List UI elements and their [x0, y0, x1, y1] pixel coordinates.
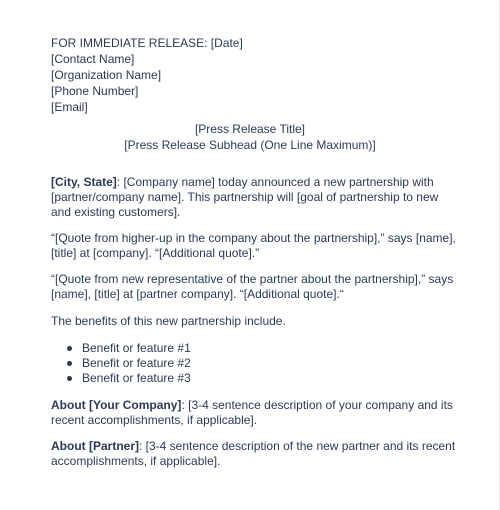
release-date-line: FOR IMMEDIATE RELEASE: [Date]: [51, 36, 243, 50]
press-release-title: [Press Release Title]: [194, 122, 306, 136]
contact-header: [51, 35, 243, 115]
about-company-text: : [3-4 sentence description of your company and its recent accomplishments, if applicable].: [51, 398, 453, 427]
bullet-icon: [67, 361, 72, 366]
list-item: [82, 341, 191, 356]
organization-name: [Organization Name]: [51, 68, 162, 82]
bullet-icon: [67, 346, 72, 351]
phone-number: [Phone Number]: [51, 84, 139, 98]
list-item: [82, 371, 191, 386]
quote-paragraph-2: “[Quote from new representative of the partner about the partnership],” says [name], [title] at [partner company]. “[Additional quote].“: [51, 272, 454, 301]
benefits-intro: The benefits of this new partnership include.: [51, 314, 286, 328]
benefits-list: [51, 341, 191, 386]
benefit-text: Benefit or feature #3: [82, 371, 191, 385]
about-partner-text: : [3-4 sentence description of the new partner and its recent accomplishments, if applicable].: [51, 439, 456, 468]
about-company-paragraph: [51, 398, 461, 428]
list-item: [82, 356, 191, 371]
contact-name: [Contact Name]: [51, 52, 135, 66]
benefit-text: Benefit or feature #2: [82, 356, 191, 370]
bullet-icon: [67, 376, 72, 381]
title-block: [0, 121, 500, 153]
lead-text: : [Company name] today announced a new partnership with [partner/company name]. This partnership will [goal of partnership to new and existing customers].: [51, 175, 439, 219]
email: [Email]: [51, 100, 88, 114]
press-release-subhead: [Press Release Subhead (One Line Maximum)]: [124, 138, 376, 152]
quote-paragraph-1: “[Quote from higher-up in the company about the partnership],” says [name], [title] at [company]. “[Additional quote].”: [51, 231, 456, 260]
lead-paragraph: [51, 175, 461, 220]
benefit-text: Benefit or feature #1: [82, 341, 191, 355]
about-partner-label: About [Partner]: [51, 439, 139, 453]
lead-label: [City, State]: [51, 175, 117, 189]
about-company-label: About [Your Company]: [51, 398, 182, 412]
about-partner-paragraph: [51, 439, 461, 469]
